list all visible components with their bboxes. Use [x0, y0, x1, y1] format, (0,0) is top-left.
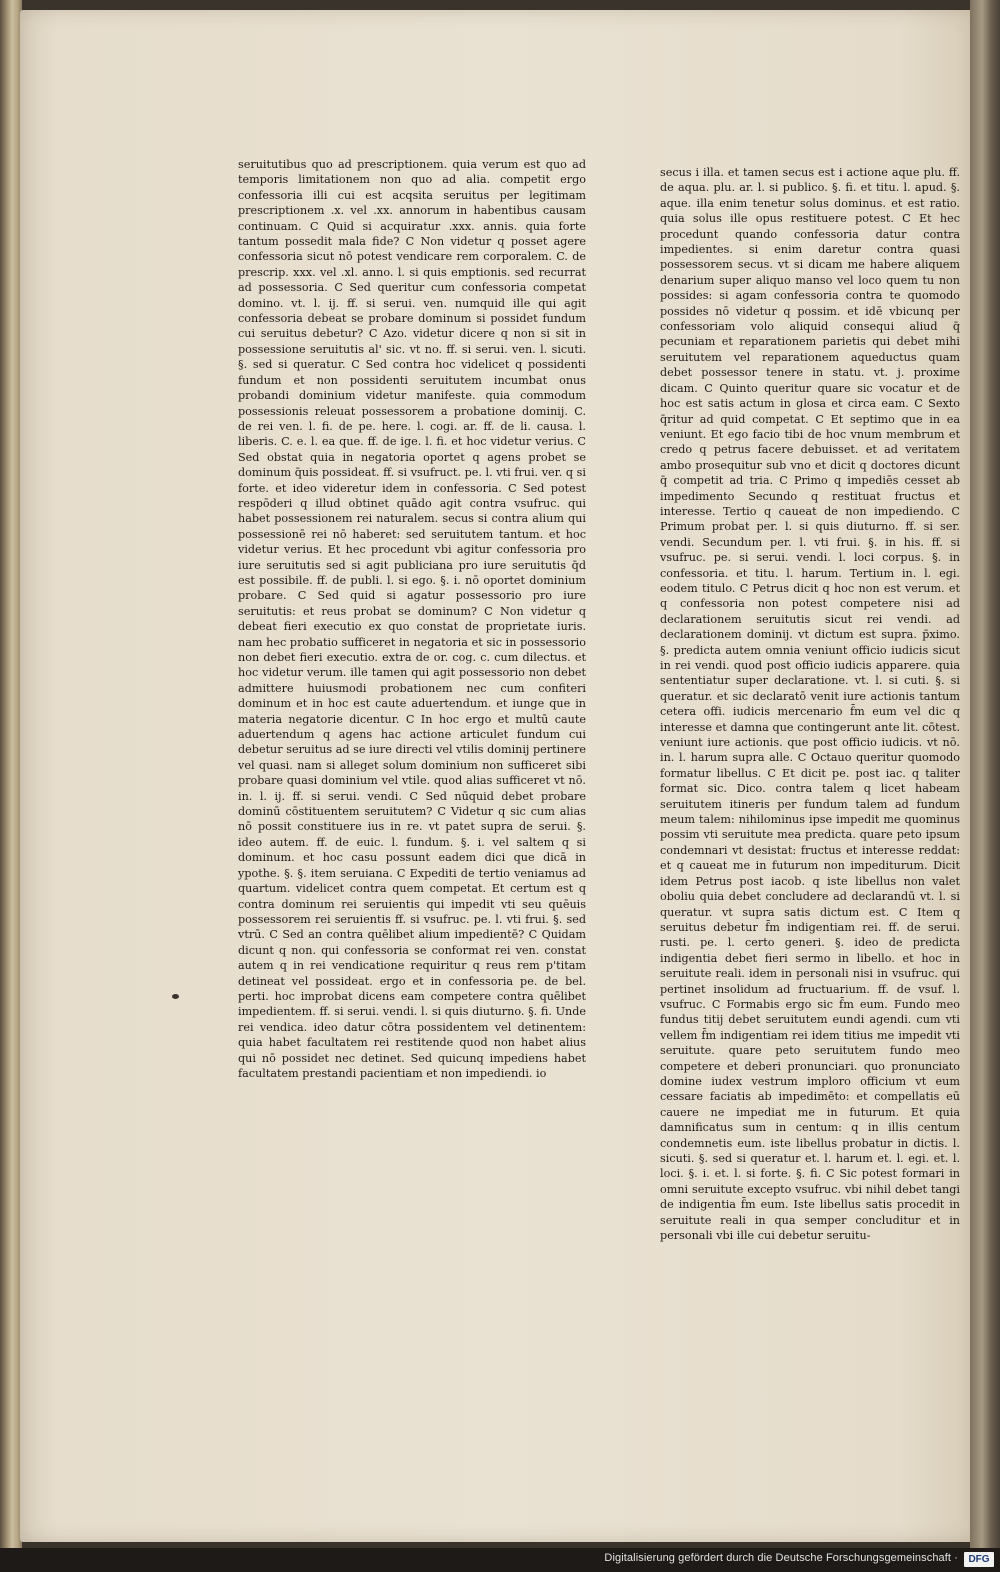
text-column-right: secus i illa. et tamen secus est i actione aque plu. ff. de aqua. plu. ar. l. si publico. §. fi. et titu. l. apud. §. aque. illa enim tenetur solus dominus. et est ratio. quia solus ille opus restituere potest. C Et hec procedunt quando confessoria datur contra impedientes. si enim daretur contra quasi possessorem secus. vt si dicam me habere aliquem denarium super aliquo manso vel loco quem tu non possides: si agam confessoria contra te quomodo possides nō videtur q possim. et idē vbicunq per confessoriam volo aliquid consequi aliud q̄ pecuniam et reparationem parietis qui debet mihi seruitutem vel reparationem aqueductus quam debet possessor tenere in statu. vt. j. proxime dicam. C Quinto queritur quare sic vocatur et de hoc est satis actum in glosa et circa eam. C Sexto q̄ritur ad quid competat. C Et septimo que in ea veniunt. Et ego facio tibi de hoc vnum membrum et credo q petrus facere debuisset. et ad veritatem ambo prosequitur sub vno et dicit q doctores dicunt q̄ competit ad tria. C Primo q impediēs cesset ab impedimento Secundo q restituat fructus et interesse. Tertio q caueat de non impediendo. C Primum probat per. l. si quis diuturno. ff. si ser. vendi. Secundum per. l. vti frui. §. in his. ff. si vsufruc. pe. si serui. vendi. l. loci corpus. §. in confessoria. et titu. l. harum. Tertium in. l. egi. eodem titulo. C Petrus dicit q hoc non est verum. et q confessoria non potest competere nisi ad declarationem seruitutis sicut rei vendi. ad declarationem dominij. vt dictum est supra. p̄ximo. §. predicta autem omnia veniunt officio iudicis sicut in rei vendi. quod post officio iudicis apparere. quia sententiatur super declaratione. vt. l. si cuti. §. si queratur. et sic declaratō venit iure actionis tantum cetera offi. iudicis mercenario f̄m eum vel dic q interesse et damna que contingerunt ante lit. cōtest. veniunt iure actionis. que post officio iudicis. vt nō. in. l. harum supra alle. C Octauo queritur quomodo formatur libellus. C Et dicit pe. post iac. q taliter format sic. Dico. contra talem q licet habeam seruitutem itineris per fundum talem ad fundum meum talem: nihilominus ipse impedit me quominus possim vti seruitute mea predicta. quare peto ipsum condemnari vt desistat: fructus et interesse reddat: et q caueat me in futurum non impediturum. Dicit idem Petrus post iacob. q iste libellus non valet oboliu quia debet concludere ad declarandū vt. l. si queratur. vt supra satis dictum est. C Item q seruitus debetur f̄m indigentiam rei. ff. de serui. rusti. pe. l. certo generi. §. ideo de predicta indigentia debet fieri sermo in libello. et hoc in seruitute reali. idem in personali nisi in vsufruc. qui pertinet insolidum ad fructuarium. ff. de vsuf. l. vsufruc. C Formabis ergo sic f̄m eum. Fundo meo fundus titij debet seruitutem eundi agendi. cum vti vellem f̄m indigentiam rei idem titius me impedit vti seruitute. quare peto seruitutem fundo meo competere et deberi pronunciari. quo pronunciato domine iudex vestrum imploro officium vt eum cessare faciatis ab impedimēto: et compellatis eū cauere ne impediat me in futurum. Et quia damnificatus sum in centum: q in illis centum condemnetis eum. iste libellus probatur in dictis. l. sicuti. §. sed si queratur et. l. harum et. l. egi. et. l. loci. §. i. et. l. si forte. §. fi. C Sic potest formari in omni seruitute excepto vsufruc. vbi nihil debet tangi de indigentia f̄m eum. Iste libellus satis procedit in seruitute reali in qua semper concluditur et in personali vbi ille cui debetur seruitu-	[660, 166, 960, 1243]
paper-speck	[172, 994, 179, 999]
book-fore-edge-left	[0, 0, 22, 1548]
dfg-logo-icon: DFG	[964, 1552, 994, 1567]
footer-bar	[0, 1548, 1000, 1572]
funding-credit: Digitalisierung gefördert durch die Deutsche Forschungsgemeinschaft ·	[604, 1552, 958, 1564]
book-edge-right	[970, 0, 1000, 1548]
text-column-left: seruitutibus quo ad prescriptionem. quia verum est quo ad temporis limitationem non quo ad alia. competit ergo confessoria illi cui est acqsita seruitus per legitimam prescriptionem .x. vel .xx. annorum in habentibus causam continuam. C Quid si acquiratur .xxx. annis. quia forte tantum possedit mala fide? C Non videtur q posset agere confessoria sicut nō potest vendicare rem corporalem. C. de prescrip. xxx. vel .xl. anno. l. si quis emptionis. sed recurrat ad possessoria. C Sed queritur cum confessoria competat domino. vt. l. ij. ff. si serui. ven. numquid ille qui agit confessoria debeat se probare dominum si possidet fundum cui seruitus debetur? C Azo. videtur dicere q non si sit in possessione seruitutis al' sic. vt no. ff. si serui. ven. l. sicuti. §. sed si queratur. C Sed contra hoc videlicet q possidenti fundum et non possidenti seruitutem incumbat onus probandi dominium videtur manifeste. quia commodum possessionis releuat possessorem a probatione dominij. C. de rei ven. l. fi. de pe. here. l. cogi. ar. ff. de li. causa. l. liberis. C. e. l. ea que. ff. de ige. l. fi. et hoc videtur verius. C Sed obstat quia in negatoria oportet q agens probet se dominum q̄uis possideat. ff. si vsufruct. pe. l. vti frui. ver. q si forte. et ideo videretur idem in confessoria. C Sed potest respōderi q illud obtinet quādo agit contra vsufruc. qui habet possessionem rei naturalem. secus si contra alium qui possessionē rei nō haberet: sed seruitutem tantum. et hoc videtur verius. Et hec procedunt vbi agitur confessoria pro iure seruitutis sed si agit publiciana pro iure seruitutis q̄d est possibile. ff. de publi. l. si ego. §. i. nō oportet dominium probare. C Sed quid si agatur possessorio pro iure seruitutis: et reus probat se dominum? C Non videtur q debeat fieri executio ex quo constat de proprietate iuris. nam hec probatio sufficeret in negatoria et sic in possessorio non debet fieri executio. extra de or. cog. c. cum dilectus. et hoc videtur verum. ille tamen qui agit possessorio non debet admittere huiusmodi probationem nec cum confiteri dominum et in hoc est caute aduertendum. et iunge que in materia negatorie dicentur. C In hoc ergo et multū caute aduertendum q agens hac actione articulet fundum cui debetur seruitus ad se iure directi vel vtilis dominij pertinere vel quasi. nam si alleget solum dominium non sufficeret sibi probare quasi dominium vel vtile. quod alias sufficeret vt nō. in. l. ij. ff. si serui. vendi. C Sed nūquid debet probare dominū cōstituentem seruitutem? C Videtur q sic cum alias nō possit constituere ius in re. vt patet supra de serui. §. ideo autem. ff. de euic. l. fundum. §. i. vel saltem q si dominum. et hoc casu possunt eadem dici que dicā in ypothe. §. §. item seruiana. C Expediti de tertio veniamus ad quartum. videlicet contra quem competat. Et certum est q contra dominum rei seruientis qui impedit vti seu quēuis possessorem rei seruientis ff. si vsufruc. pe. l. vti frui. §. sed vtrū. C Sed an contra quēlibet alium impedientē? C Quidam dicunt q non. qui confessoria se conformat rei ven. constat autem q in rei vendicatione requiritur q reus rem p'titam detineat vel possideat. ergo et in confessoria pe. de bel. perti. hoc improbat dicens eam competere contra quēlibet impedientem. ff. si serui. vendi. l. si quis diuturno. §. fi. Unde rei vendica. ideo datur cōtra possidentem vel detinentem: quia habet facultatem rei restitende quod non habet alius qui nō possidet nec detinet. Sed quicunq impediens habet facultatem prestandi pacientiam et non impediendi. io	[238, 158, 586, 1080]
